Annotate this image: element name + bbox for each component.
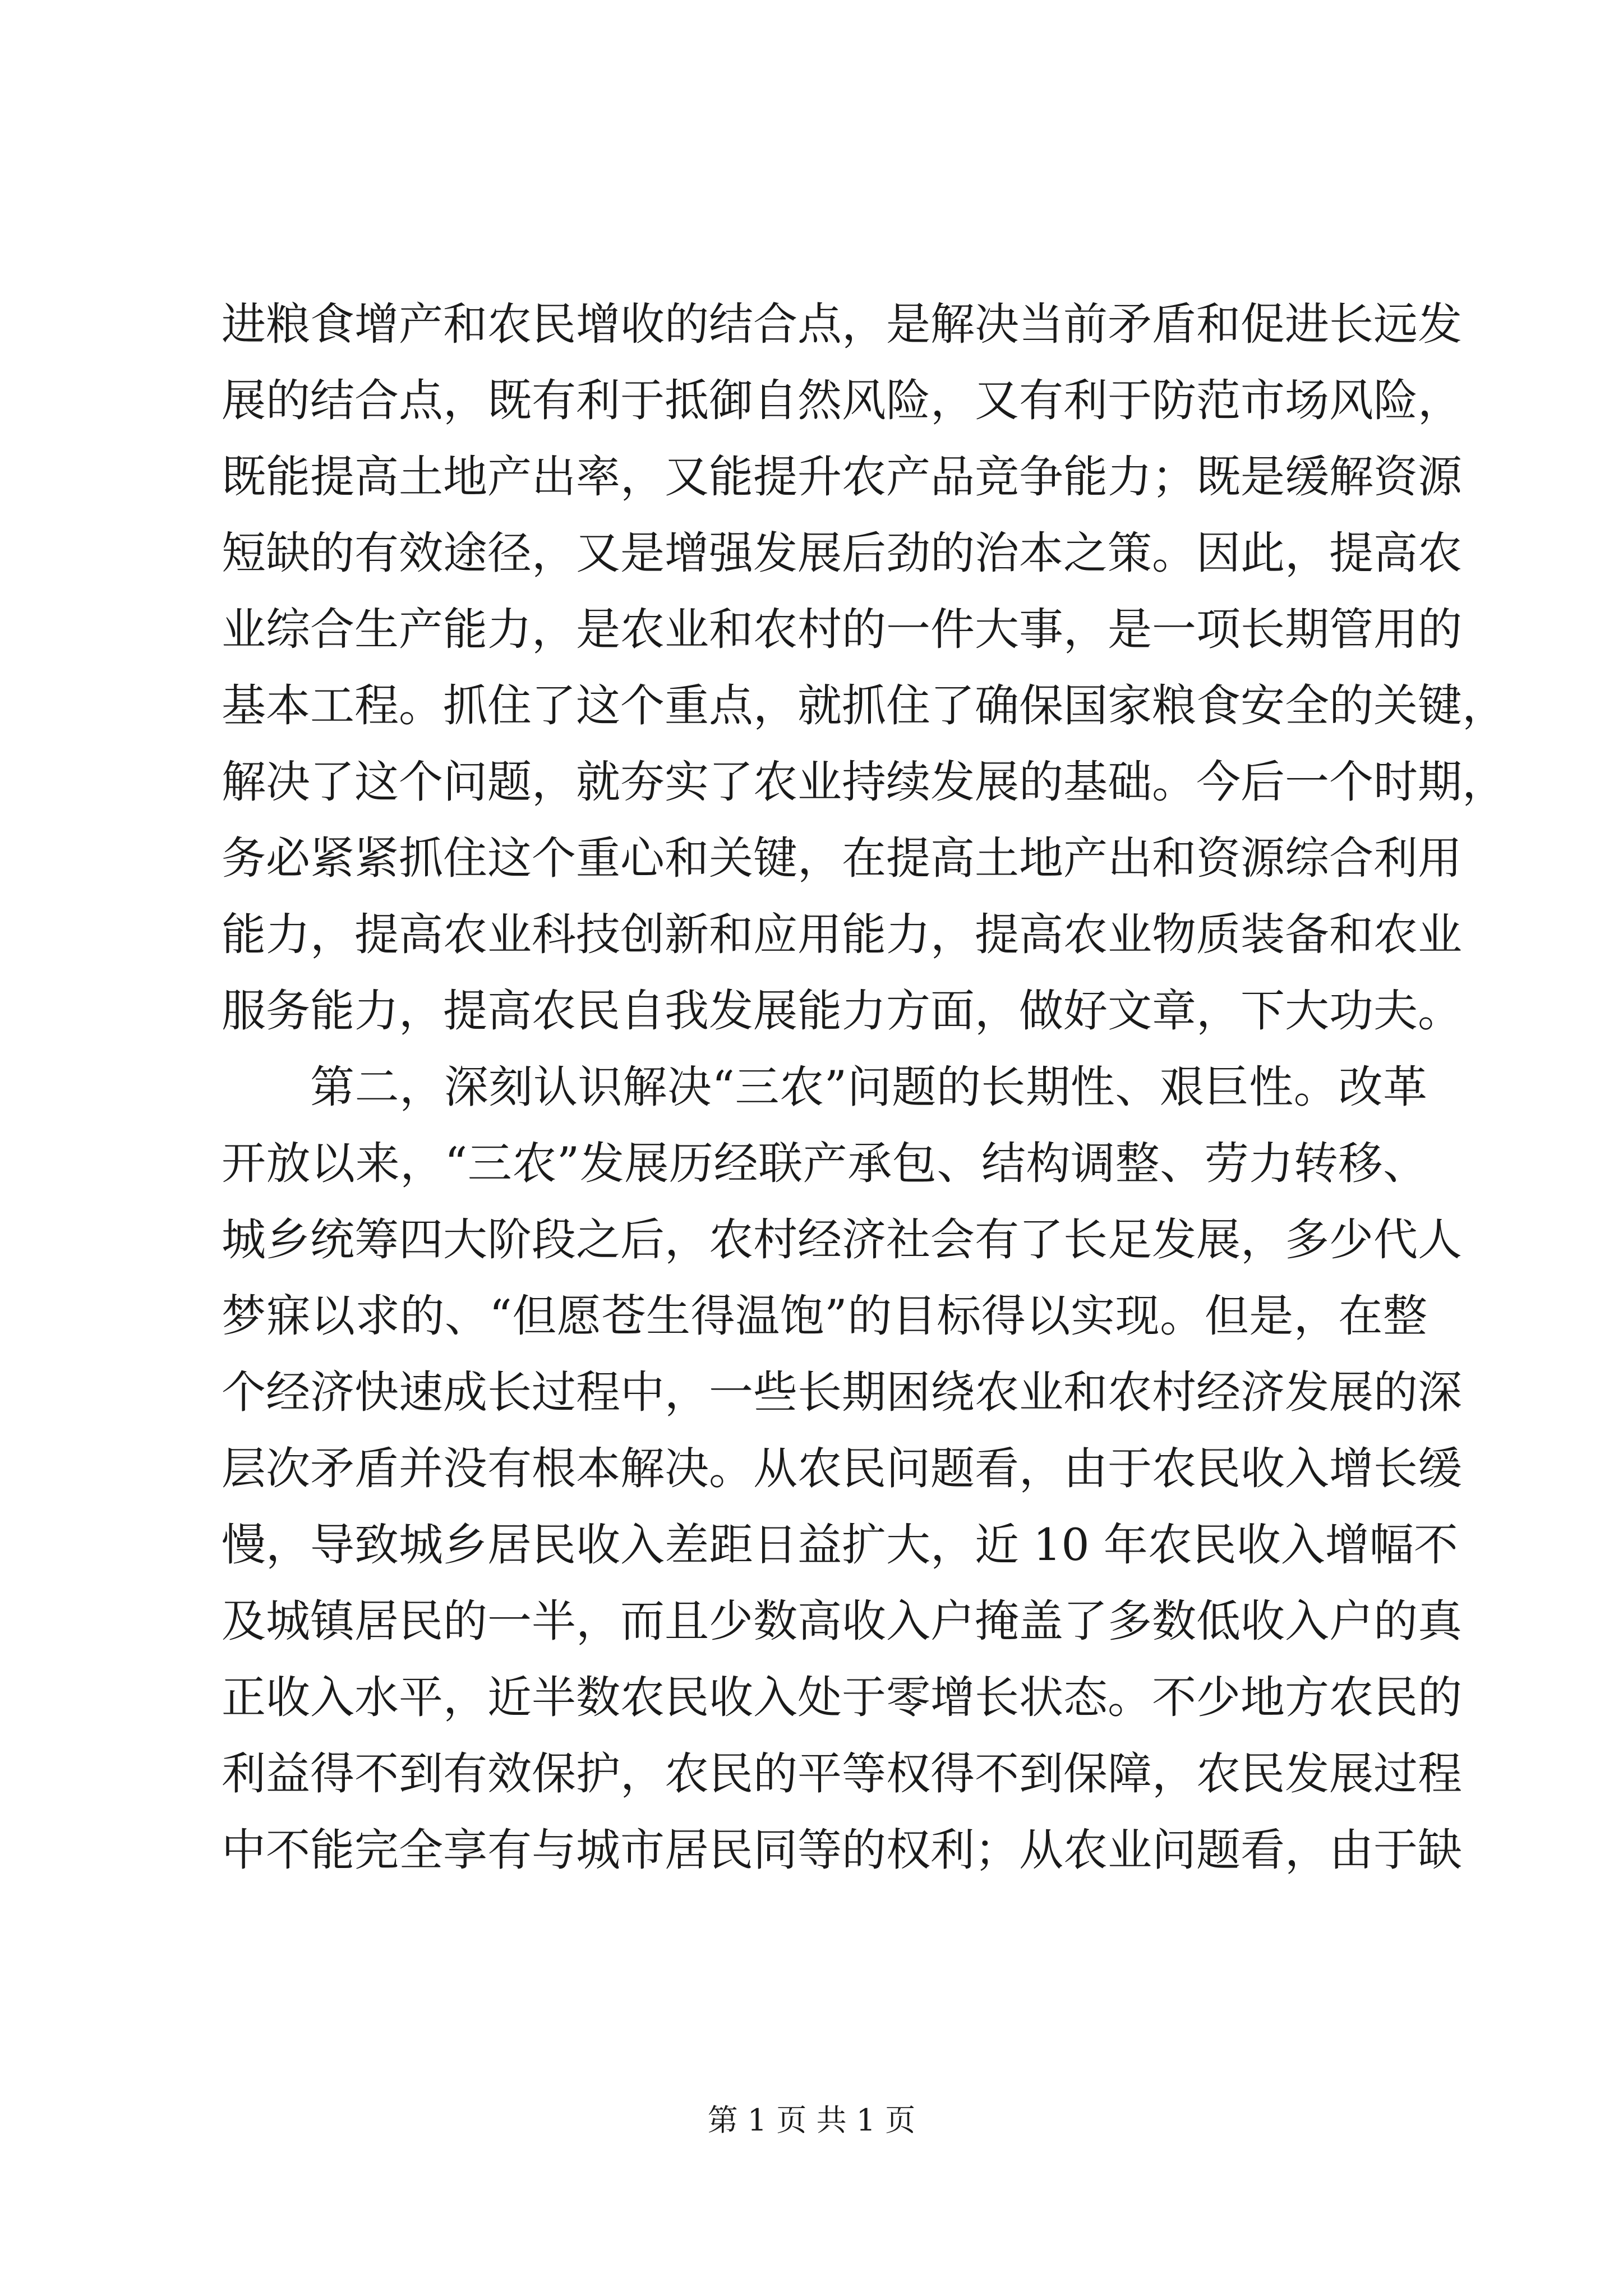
text-line: 开放以来，“三农”发展历经联产承包、结构调整、劳力转移、 <box>222 1138 1427 1189</box>
paragraph-start-line: 第二，深刻认识解决“三农”问题的长期性、艰巨性。改革 <box>310 1061 1427 1113</box>
text-line: 层次矛盾并没有根本解决。从农民问题看，由于农民收入增长缓 <box>222 1443 1462 1494</box>
text-line: 能力，提高农业科技创新和应用能力，提高农业物质装备和农业 <box>222 909 1462 960</box>
text-line: 展的结合点，既有利于抵御自然风险，又有利于防范市场风险， <box>222 375 1462 426</box>
text-line: 短缺的有效途径，又是增强发展后劲的治本之策。因此，提高农 <box>222 527 1462 579</box>
document-body <box>222 286 1506 1888</box>
text-line: 解决了这个问题，就夯实了农业持续发展的基础。今后一个时期， <box>222 756 1506 808</box>
text-line: 及城镇居民的一半，而且少数高收入户掩盖了多数低收入户的真 <box>222 1595 1462 1647</box>
text-line: 进粮食增产和农民增收的结合点，是解决当前矛盾和促进长远发 <box>222 298 1462 350</box>
text-line: 业综合生产能力，是农业和农村的一件大事，是一项长期管用的 <box>222 604 1462 655</box>
text-line: 务必紧紧抓住这个重心和关键，在提高土地产出和资源综合利用 <box>222 832 1462 884</box>
text-line: 服务能力，提高农民自我发展能力方面，做好文章，下大功夫。 <box>222 985 1462 1037</box>
text-line: 慢，导致城乡居民收入差距日益扩大，近 10 年农民收入增幅不 <box>222 1519 1458 1571</box>
text-line: 中不能完全享有与城市居民同等的权利；从农业问题看，由于缺 <box>222 1824 1462 1876</box>
text-line: 城乡统筹四大阶段之后，农村经济社会有了长足发展，多少代人 <box>222 1214 1462 1266</box>
text-line: 基本工程。抓住了这个重点，就抓住了确保国家粮食安全的关键， <box>222 680 1506 731</box>
text-line: 既能提高土地产出率，又能提升农产品竞争能力；既是缓解资源 <box>222 451 1462 503</box>
text-line: 梦寐以求的、“但愿苍生得温饱”的目标得以实现。但是，在整 <box>222 1290 1427 1342</box>
page-footer <box>0 2101 1623 2140</box>
text-line: 个经济快速成长过程中，一些长期困绕农业和农村经济发展的深 <box>222 1366 1462 1418</box>
page-number-label: 第 1 页 共 1 页 <box>707 2102 916 2138</box>
text-line: 正收入水平，近半数农民收入处于零增长状态。不少地方农民的 <box>222 1672 1462 1723</box>
text-line: 利益得不到有效保护，农民的平等权得不到保障，农民发展过程 <box>222 1748 1462 1800</box>
